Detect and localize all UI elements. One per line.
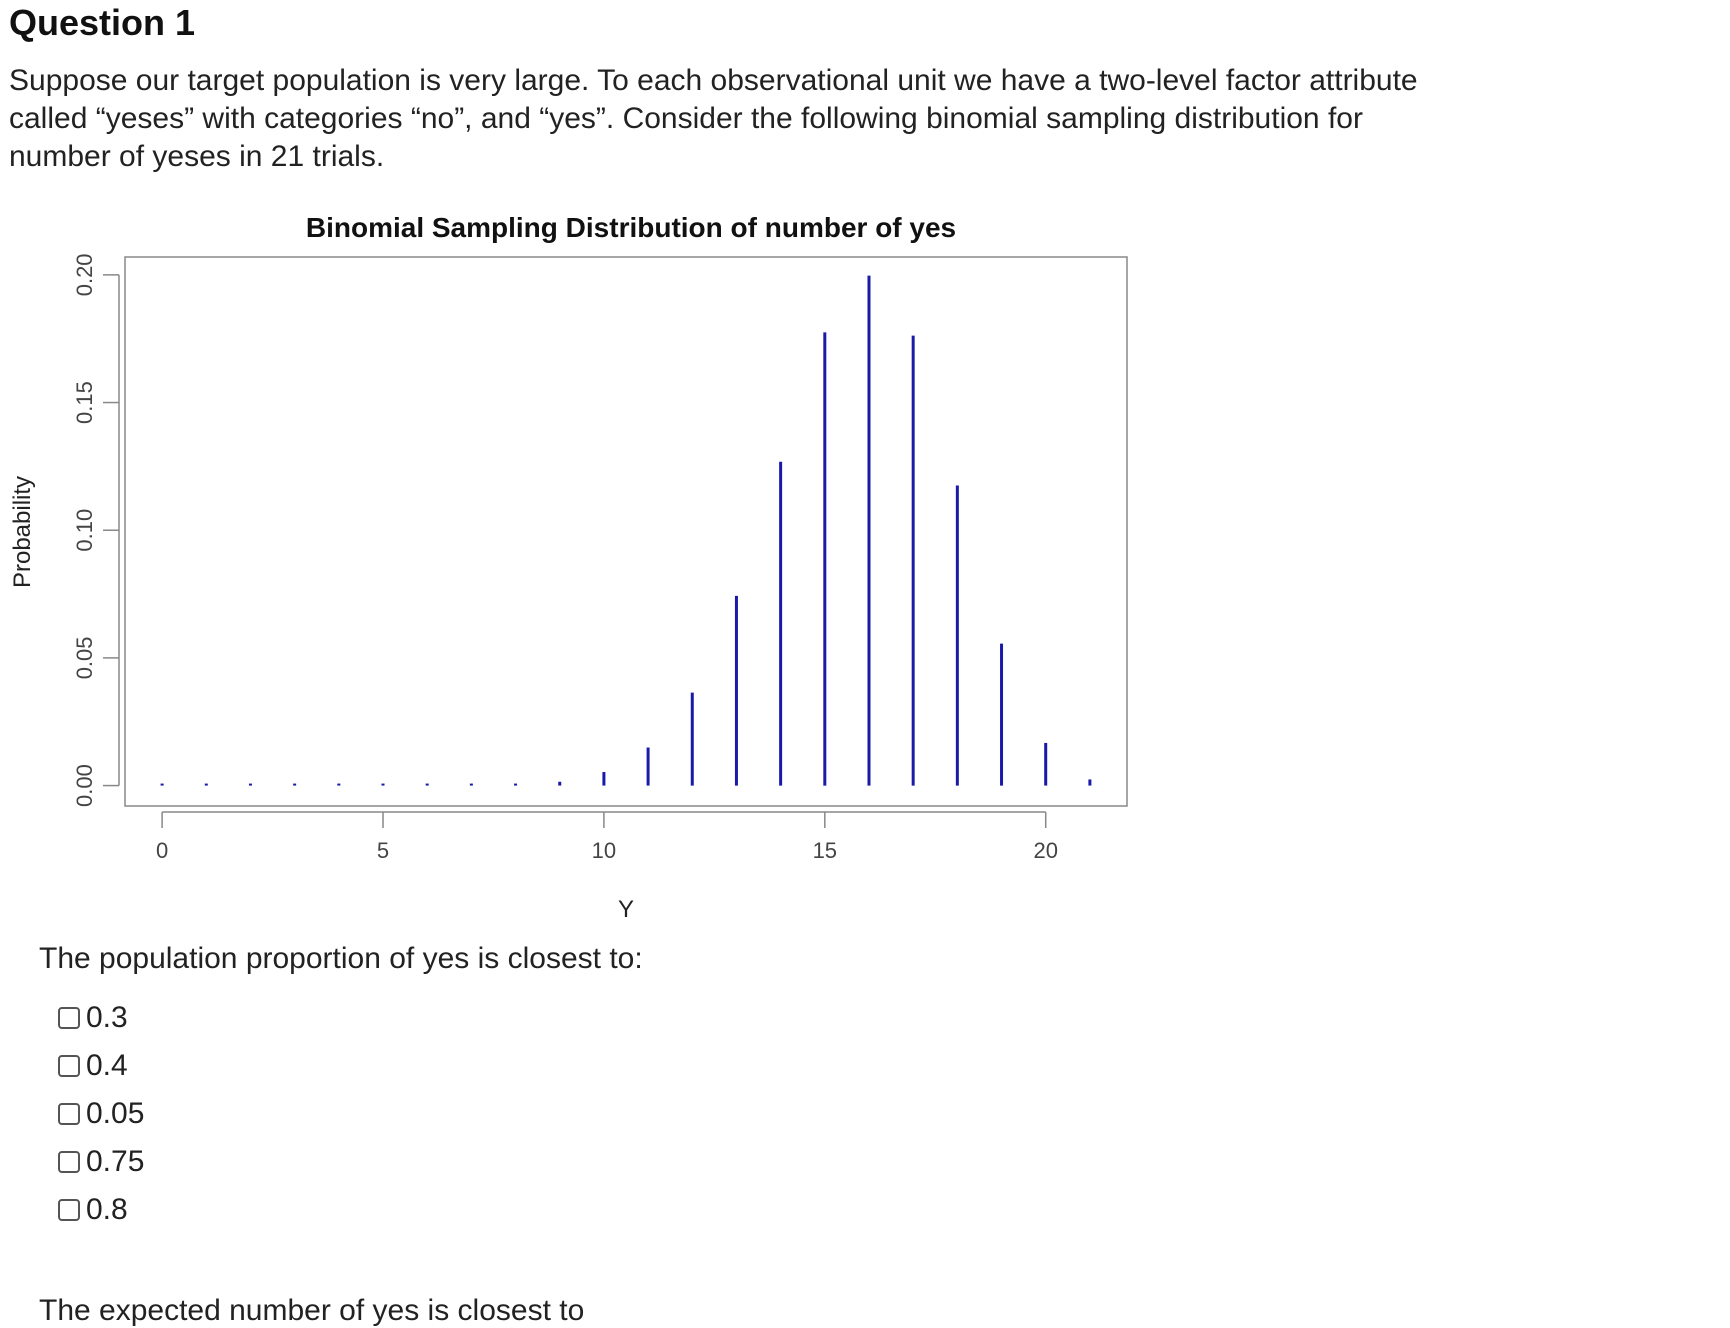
answer-option[interactable] [58,1186,144,1234]
x-tick-label: 15 [812,838,838,863]
x-tick-label: 5 [376,838,390,863]
answer-checkbox[interactable] [58,1055,80,1077]
binomial-chart [0,200,1160,920]
y-tick-label: 0.05 [71,636,97,680]
answer-checkbox[interactable] [58,1199,80,1221]
answer-option[interactable] [58,1090,144,1138]
x-tick-label: 0 [155,838,169,863]
y-axis [72,253,119,807]
answer-checkbox[interactable] [58,1007,80,1029]
x-tick-label: 10 [591,838,617,863]
answer-option[interactable] [58,994,144,1042]
y-tick-label: 0.00 [71,764,97,807]
y-tick-label: 0.10 [71,508,97,552]
answer-checkbox[interactable] [58,1151,80,1173]
sub-question-1-text: The population proportion of yes is closest to: [39,942,643,975]
x-axis [156,812,1058,863]
x-tick-label: 20 [1033,838,1058,863]
answer-option-label: 0.3 [86,1001,128,1034]
plot-box [125,257,1127,806]
answer-option-label: 0.8 [86,1193,128,1226]
sub-question-2-text: The expected number of yes is closest to [39,1294,585,1327]
answer-option-label: 0.75 [86,1145,145,1178]
answer-option-label: 0.05 [86,1097,145,1130]
bars-group [162,276,1090,786]
answer-option-label: 0.4 [86,1049,128,1082]
question-title: Question 1 [9,2,196,43]
answer-checkbox[interactable] [58,1103,80,1125]
answer-options [58,994,144,1234]
answer-option[interactable] [58,1138,144,1186]
question-text: Suppose our target population is very large. To each observational unit we have a two-level factor attribute called “yeses” with categories “no”, and “yes”. Consider the following binomial sampling distribution for number of yeses in 21 trials. [9,64,1418,173]
x-axis-label: Y [617,896,635,920]
y-tick-label: 0.15 [71,381,97,424]
y-tick-label: 0.20 [71,253,97,297]
chart-title: Binomial Sampling Distribution of number of yes [305,212,957,243]
answer-option[interactable] [58,1042,144,1090]
y-axis-label: Probability [9,475,36,589]
